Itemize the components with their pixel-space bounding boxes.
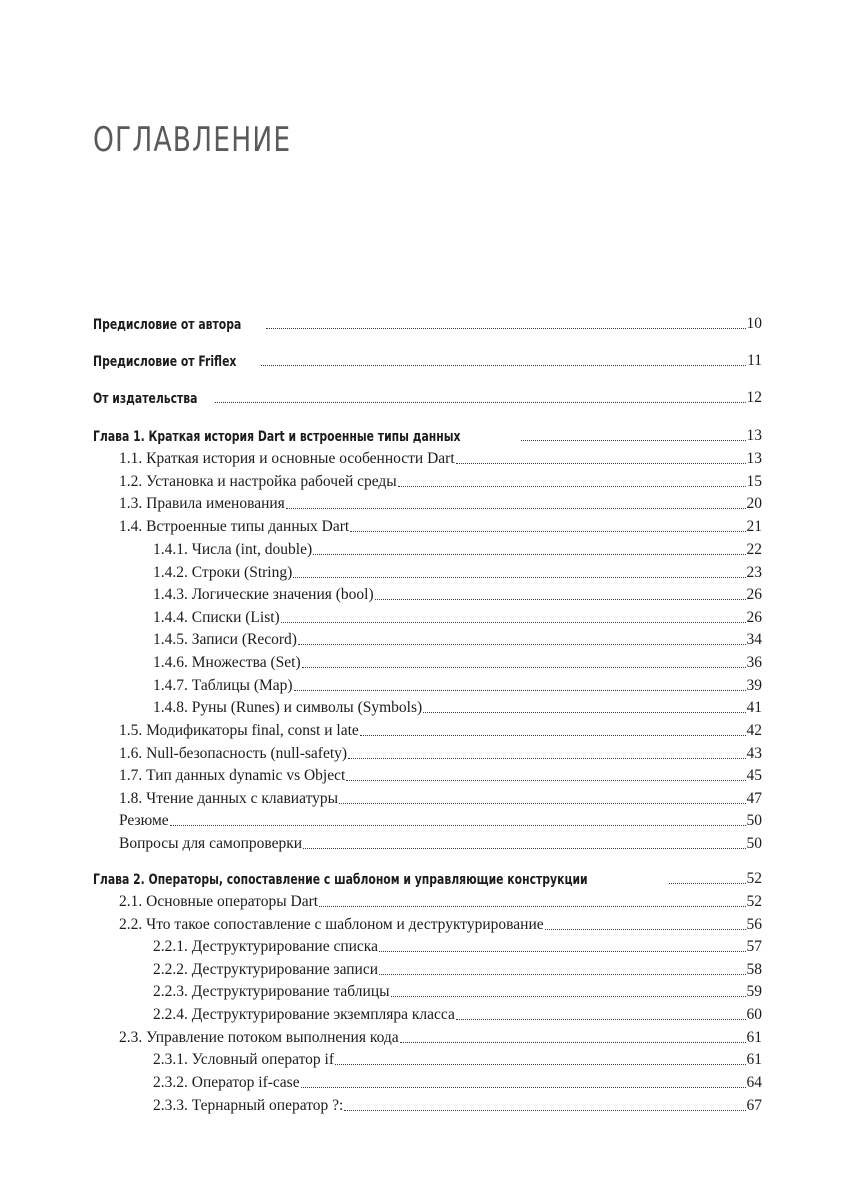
toc-entry-label: От издательства [93, 391, 198, 407]
dot-leader [456, 1018, 746, 1020]
dot-leader [375, 598, 746, 600]
toc-entry-section [119, 889, 762, 911]
toc-entry-label: Предисловие от Friflex [93, 354, 237, 370]
dot-leader [391, 995, 746, 997]
toc-entry-label: Глава 2. Операторы, сопоставление с шаблоном и управляющие конструкции [93, 872, 588, 888]
toc-entry-preface-friflex [93, 348, 762, 370]
toc-entry-subsection [153, 695, 762, 717]
dot-leader [398, 485, 746, 487]
toc-entry-page: 52 [746, 870, 762, 887]
toc-entry-subsection [153, 627, 762, 649]
toc-entry-publisher [93, 385, 762, 407]
toc-entry-label: 2.3. Управление потоком выполнения кода [119, 1029, 399, 1046]
toc-entry-page: 20 [746, 495, 762, 512]
toc-entry-section [119, 1025, 762, 1047]
toc-entry-label: 1.4.3. Логические значения (bool) [153, 586, 374, 603]
toc-entry-label: 1.1. Краткая история и основные особенности Dart [119, 450, 455, 467]
toc-entry-label: 1.4. Встроенные типы данных Dart [119, 518, 350, 535]
toc-entry-page: 41 [746, 699, 762, 716]
toc-entry-label: 1.4.1. Числа (int, double) [153, 541, 313, 558]
dot-leader [360, 734, 746, 736]
dot-leader [266, 327, 745, 329]
toc-entry-page: 50 [746, 835, 762, 852]
dot-leader [521, 439, 745, 441]
toc-entry-page: 43 [746, 745, 762, 762]
toc-entry-page: 50 [746, 812, 762, 829]
toc-entry-page: 57 [746, 938, 762, 955]
toc-entry-section [119, 446, 762, 468]
toc-entry-chapter-2 [93, 866, 762, 888]
toc-entry-label: 2.2.1. Деструктурирование списка [153, 938, 378, 955]
toc-entry-page: 21 [746, 518, 762, 535]
dot-leader [346, 779, 745, 781]
toc-entry-page: 67 [746, 1097, 762, 1114]
toc-entry-label: Предисловие от автора [93, 317, 242, 333]
toc-entry-page: 52 [746, 893, 762, 910]
toc-entry-subsection [153, 934, 762, 956]
toc-entry-section [119, 786, 762, 808]
dot-leader [215, 401, 745, 403]
toc-entry-label: 1.4.2. Строки (String) [153, 564, 293, 581]
dot-leader [379, 973, 745, 975]
toc-entry-section [119, 763, 762, 785]
dot-leader [301, 1086, 746, 1088]
toc-entry-page: 56 [746, 916, 762, 933]
toc-entry-section [119, 718, 762, 740]
toc-entry-label: 1.4.7. Таблицы (Map) [153, 677, 293, 694]
toc-entry-page: 12 [746, 389, 762, 406]
toc-entry-page: 42 [746, 722, 762, 739]
toc-entry-label: 1.2. Установка и настройка рабочей среды [119, 473, 397, 490]
dot-leader [400, 1041, 746, 1043]
toc-entry-section [119, 831, 762, 853]
toc-entry-page: 13 [746, 427, 762, 444]
toc-entry-subsection [153, 1002, 762, 1024]
toc-entry-subsection [153, 957, 762, 979]
toc-entry-subsection [153, 1093, 762, 1115]
toc-entry-subsection [153, 650, 762, 672]
toc-entry-subsection [153, 582, 762, 604]
toc-entry-section [119, 741, 762, 763]
dot-leader [281, 621, 746, 623]
toc-entry-label: 1.3. Правила именования [119, 495, 285, 512]
dot-leader [302, 666, 746, 668]
toc-entry-page: 60 [746, 1006, 762, 1023]
toc-entry-label: 1.4.6. Множества (Set) [153, 654, 301, 671]
toc-entry-label: 1.4.4. Списки (List) [153, 609, 280, 626]
dot-leader [350, 530, 745, 532]
dot-leader [423, 711, 745, 713]
dot-leader [170, 824, 746, 826]
toc-entry-label: 1.4.8. Руны (Runes) и символы (Symbols) [153, 699, 423, 716]
toc-entry-label: 2.2.2. Деструктурирование записи [153, 961, 379, 978]
page-title: ОГЛАВЛЕНИЕ [93, 120, 292, 160]
toc-entry-page: 10 [746, 315, 762, 332]
dot-leader [313, 553, 745, 555]
dot-leader [303, 847, 745, 849]
toc-entry-section [119, 491, 762, 513]
toc-entry-subsection [153, 1070, 762, 1092]
toc-entry-label: 1.4.5. Записи (Record) [153, 631, 297, 648]
toc-entry-label: 1.7. Тип данных dynamic vs Object [119, 767, 346, 784]
toc-entry-subsection [153, 1047, 762, 1069]
toc-entry-page: 61 [746, 1029, 762, 1046]
toc-entry-label: 1.6. Null-безопасность (null-safety) [119, 745, 348, 762]
dot-leader [669, 882, 745, 884]
toc-entry-page: 22 [746, 541, 762, 558]
toc-entry-subsection [153, 605, 762, 627]
dot-leader [545, 928, 746, 930]
toc-entry-preface-author [93, 311, 762, 333]
dot-leader [293, 576, 745, 578]
toc-entry-section [119, 808, 762, 830]
toc-entry-label: Глава 1. Краткая история Dart и встроенные типы данных [93, 429, 461, 445]
toc-entry-page: 59 [746, 983, 762, 1000]
dot-leader [319, 905, 745, 907]
toc-entry-subsection [153, 979, 762, 1001]
dot-leader [344, 1109, 745, 1111]
toc-entry-page: 34 [746, 631, 762, 648]
toc-entry-chapter-1 [93, 423, 762, 445]
toc-entry-label: Резюме [119, 812, 169, 829]
toc-entry-label: 2.2. Что такое сопоставление с шаблоном и деструктурирование [119, 916, 544, 933]
toc-entry-label: 1.5. Модификаторы final, const и late [119, 722, 359, 739]
toc-entry-section [119, 912, 762, 934]
dot-leader [294, 689, 746, 691]
dot-leader [379, 950, 746, 952]
toc-entry-label: 2.3.2. Оператор if-case [153, 1074, 300, 1091]
dot-leader [298, 643, 746, 645]
dot-leader [348, 757, 745, 759]
toc-entry-subsection [153, 560, 762, 582]
toc-entry-page: 58 [746, 961, 762, 978]
toc-entry-page: 26 [746, 609, 762, 626]
toc-entry-subsection [153, 537, 762, 559]
toc-entry-page: 45 [746, 767, 762, 784]
toc-entry-page: 26 [746, 586, 762, 603]
toc-entry-subsection [153, 673, 762, 695]
dot-leader [456, 462, 746, 464]
toc-entry-label: 2.2.3. Деструктурирование таблицы [153, 983, 390, 1000]
toc-entry-page: 47 [746, 790, 762, 807]
toc-entry-page: 23 [746, 564, 762, 581]
dot-leader [335, 1063, 746, 1065]
toc-entry-label: 2.3.1. Условный оператор if [153, 1051, 334, 1068]
toc-entry-label: 2.1. Основные операторы Dart [119, 893, 319, 910]
toc-entry-page: 64 [746, 1074, 762, 1091]
toc-entry-page: 13 [746, 450, 762, 467]
dot-leader [339, 802, 745, 804]
toc-entry-label: 2.3.3. Тернарный оператор ?: [153, 1097, 344, 1114]
dot-leader [261, 364, 746, 366]
toc-entry-section [119, 514, 762, 536]
toc-entry-page: 61 [746, 1051, 762, 1068]
toc-entry-page: 15 [746, 473, 762, 490]
toc-entry-page: 36 [746, 654, 762, 671]
toc-entry-page: 39 [746, 677, 762, 694]
dot-leader [286, 507, 746, 509]
toc-entry-label: 1.8. Чтение данных с клавиатуры [119, 790, 339, 807]
toc-entry-label: Вопросы для самопроверки [119, 835, 303, 852]
toc-entry-page: 11 [747, 352, 762, 369]
toc-entry-section [119, 469, 762, 491]
toc-entry-label: 2.2.4. Деструктурирование экземпляра класса [153, 1006, 455, 1023]
